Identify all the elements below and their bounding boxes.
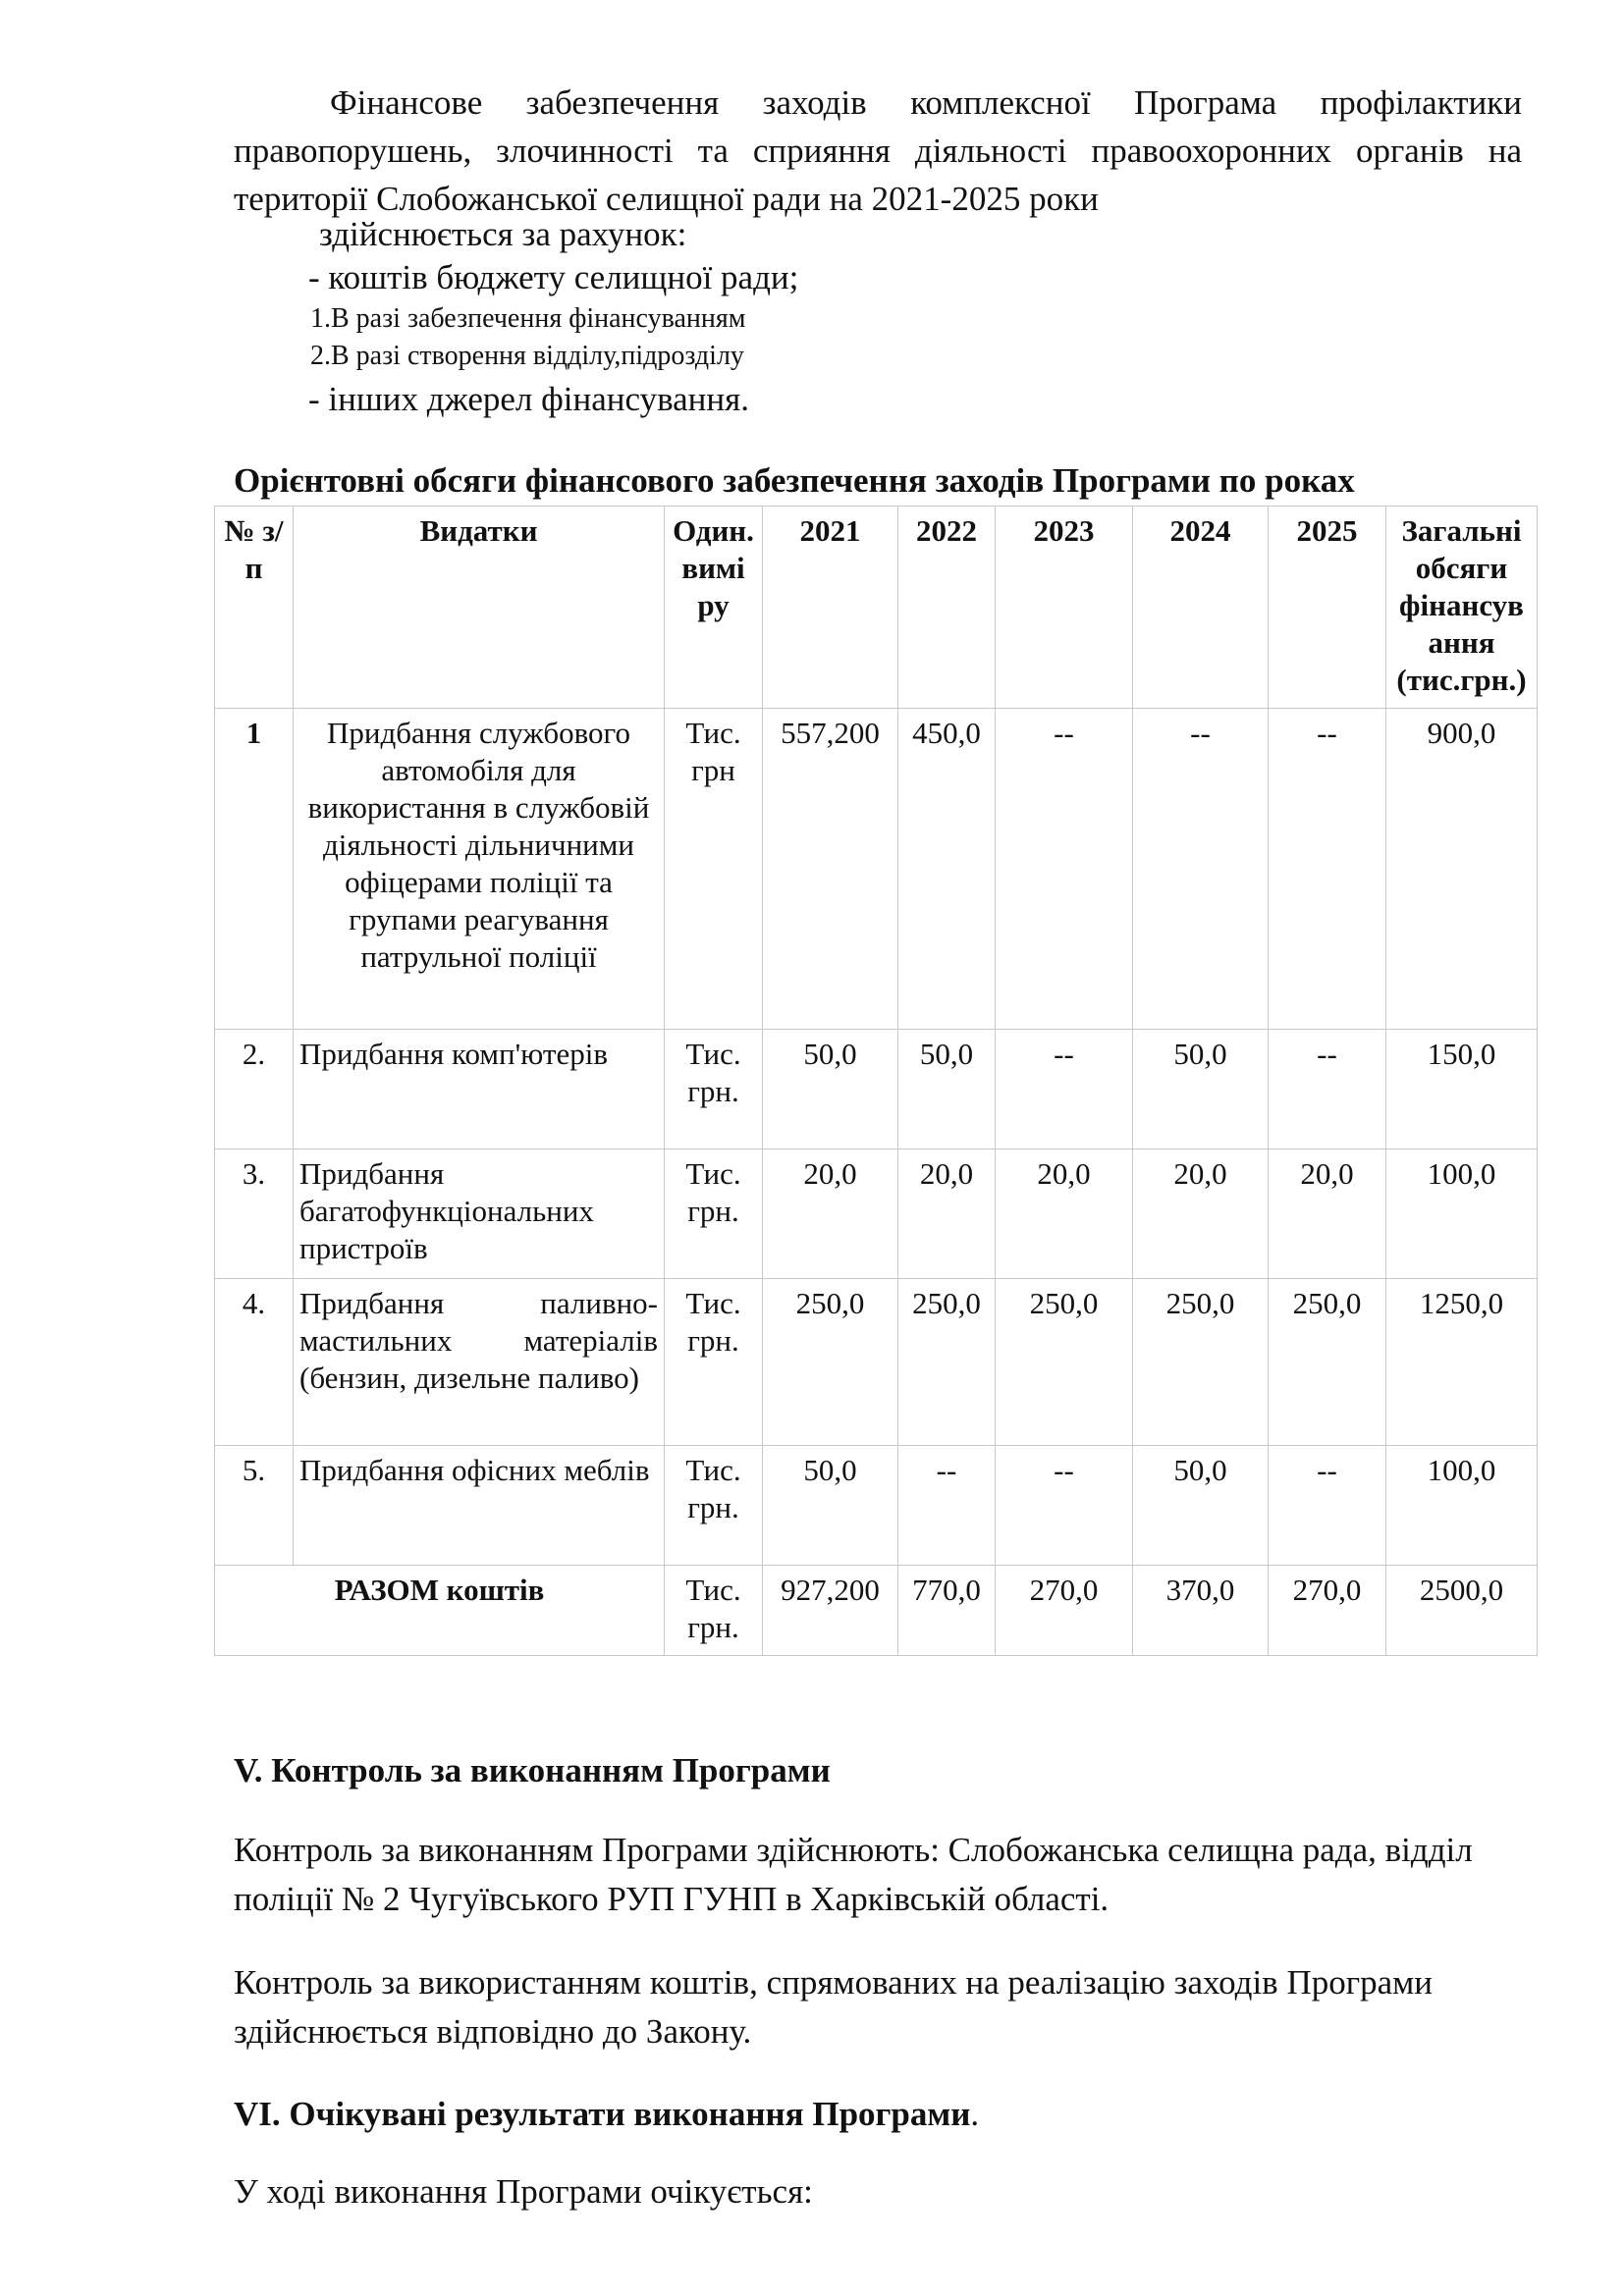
row-num: 2. xyxy=(215,1030,294,1149)
row-2023: 20,0 xyxy=(996,1149,1133,1279)
table-total-row xyxy=(215,1566,1538,1656)
header-2022: 2022 xyxy=(898,507,996,709)
row-name: Придбання офісних меблів xyxy=(294,1446,665,1566)
intro-text: Фінансове забезпечення заходів комплексної Програма профілактики правопорушень, злочинності та сприяння діяльності правоохоронних органів на території Слобожанської селищної ради на 2021-2025 роки xyxy=(234,83,1522,218)
row-unit: Тис. грн. xyxy=(665,1030,763,1149)
row-2021: 250,0 xyxy=(763,1279,898,1446)
row-2025: -- xyxy=(1269,1030,1386,1149)
header-unit: Один. вимі ру xyxy=(665,507,763,709)
section-6-paragraph-1: У ході виконання Програми очікується: xyxy=(234,2172,813,2211)
header-expenses: Видатки xyxy=(294,507,665,709)
row-2023: -- xyxy=(996,1030,1133,1149)
section-6-heading-dot: . xyxy=(970,2095,980,2133)
row-2024: -- xyxy=(1133,709,1269,1030)
intro-paragraph xyxy=(234,79,1522,223)
section-6-heading-text: VI. Очікувані результати виконання Програми xyxy=(234,2095,971,2133)
row-2023: -- xyxy=(996,1446,1133,1566)
row-2024: 20,0 xyxy=(1133,1149,1269,1279)
row-2024: 250,0 xyxy=(1133,1279,1269,1446)
total-2025: 270,0 xyxy=(1269,1566,1386,1656)
section-6-heading xyxy=(234,2095,979,2134)
row-total: 100,0 xyxy=(1386,1149,1538,1279)
row-2022: 50,0 xyxy=(898,1030,996,1149)
row-name: Придбання комп'ютерів xyxy=(294,1030,665,1149)
row-2022: 450,0 xyxy=(898,709,996,1030)
total-sum: 2500,0 xyxy=(1386,1566,1538,1656)
total-2021: 927,200 xyxy=(763,1566,898,1656)
header-num: № з/п xyxy=(215,507,294,709)
row-unit: Тис. грн. xyxy=(665,1149,763,1279)
row-2023: -- xyxy=(996,709,1133,1030)
header-2023: 2023 xyxy=(996,507,1133,709)
table-row xyxy=(215,709,1538,1030)
row-2024: 50,0 xyxy=(1133,1030,1269,1149)
table-row xyxy=(215,1149,1538,1279)
table-row xyxy=(215,1279,1538,1446)
row-num: 4. xyxy=(215,1279,294,1446)
row-2025: 250,0 xyxy=(1269,1279,1386,1446)
row-name: Придбання багатофункціональних пристроїв xyxy=(294,1149,665,1279)
row-2022: 250,0 xyxy=(898,1279,996,1446)
row-name: Придбання паливно-мастильних матеріалів (бензин, дизельне паливо) xyxy=(294,1279,665,1446)
row-total: 150,0 xyxy=(1386,1030,1538,1149)
header-total: Загальні обсяги фінансув ання (тис.грн.) xyxy=(1386,507,1538,709)
table-header-row xyxy=(215,507,1538,709)
total-unit: Тис. грн. xyxy=(665,1566,763,1656)
row-num: 5. xyxy=(215,1446,294,1566)
header-2024: 2024 xyxy=(1133,507,1269,709)
row-2025: 20,0 xyxy=(1269,1149,1386,1279)
row-2024: 50,0 xyxy=(1133,1446,1269,1566)
row-2021: 50,0 xyxy=(763,1030,898,1149)
row-total: 900,0 xyxy=(1386,709,1538,1030)
row-name: Придбання службового автомобіля для використання в службовій діяльності дільничними офіцерами поліції та групами реагування патрульної поліції xyxy=(294,709,665,1030)
total-2023: 270,0 xyxy=(996,1566,1133,1656)
bullet-budget: - коштів бюджету селищної ради; xyxy=(308,258,799,296)
sub-item-2: 2.В разі створення відділу,підрозділу xyxy=(310,341,744,371)
header-2025: 2025 xyxy=(1269,507,1386,709)
section-5-paragraph-1: Контроль за виконанням Програми здійснюють: Слобожанська селищна рада, відділ поліції № 2 Чугуївського РУП ГУНП в Харківській області. xyxy=(234,1831,1473,1918)
header-2021: 2021 xyxy=(763,507,898,709)
funding-table xyxy=(214,506,1538,1656)
row-2021: 20,0 xyxy=(763,1149,898,1279)
row-2025: -- xyxy=(1269,1446,1386,1566)
row-2025: -- xyxy=(1269,709,1386,1030)
row-2022: 20,0 xyxy=(898,1149,996,1279)
section-5-paragraph-2: Контроль за використанням коштів, спрямованих на реалізацію заходів Програми здійснюється відповідно до Закону. xyxy=(234,1963,1433,2051)
row-2021: 50,0 xyxy=(763,1446,898,1566)
table-title: Орієнтовні обсяги фінансового забезпечення заходів Програми по роках xyxy=(234,461,1355,500)
row-num: 3. xyxy=(215,1149,294,1279)
section-5-heading: V. Контроль за виконанням Програми xyxy=(234,1751,831,1789)
sub-item-1: 1.В разі забезпечення фінансуванням xyxy=(310,303,746,334)
total-label: РАЗОМ коштів xyxy=(215,1566,665,1656)
row-2021: 557,200 xyxy=(763,709,898,1030)
table-row xyxy=(215,1446,1538,1566)
total-2024: 370,0 xyxy=(1133,1566,1269,1656)
row-num: 1 xyxy=(215,709,294,1030)
row-2022: -- xyxy=(898,1446,996,1566)
row-unit: Тис. грн xyxy=(665,709,763,1030)
row-unit: Тис. грн. xyxy=(665,1279,763,1446)
table-row xyxy=(215,1030,1538,1149)
row-2023: 250,0 xyxy=(996,1279,1133,1446)
bullet-other: - інших джерел фінансування. xyxy=(308,380,749,418)
row-unit: Тис. грн. xyxy=(665,1446,763,1566)
row-total: 1250,0 xyxy=(1386,1279,1538,1446)
total-2022: 770,0 xyxy=(898,1566,996,1656)
funding-source-line: здійснюється за рахунок: xyxy=(319,215,687,253)
row-total: 100,0 xyxy=(1386,1446,1538,1566)
